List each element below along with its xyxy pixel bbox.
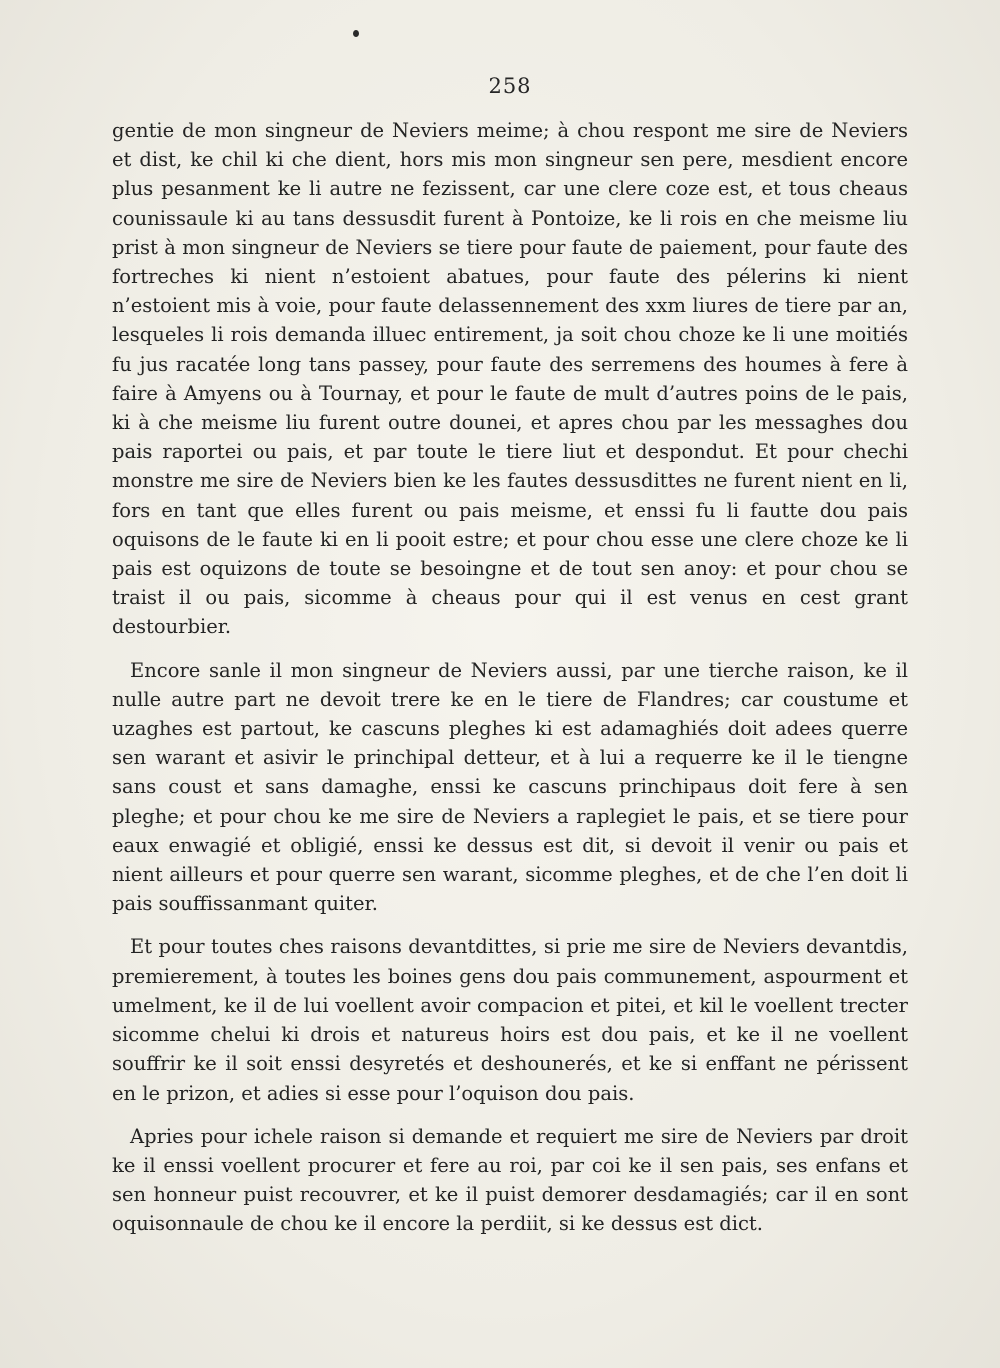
ink-dot (353, 30, 359, 37)
text-body (112, 116, 908, 1253)
paragraph-1: gentie de mon singneur de Neviers meime; à chou respont me sire de Neviers et dist, ke chil ki che dient, hors mis mon singneur sen pere, mesdient encore plus pesanment ke li autre ne fezissent, car une clere coze est, et tous cheaus counissaule ki au tans dessusdit furent à Pontoize, ke li rois en che meisme liu prist à mon singneur de Neviers se tiere pour faute de paiement, pour faute des fortreches ki nient n’estoient abatues, pour faute des pélerins ki nient n’estoient mis à voie, pour faute delassennement des xxm liures de tiere par an, lesqueles li rois demanda illuec entirement, ja soit chou choze ke li une moitiés fu jus racatée long tans passey, pour faute des serremens des houmes à fere à faire à Amyens ou à Tournay, et pour le faute de mult d’autres poins de le pais, ki à che meisme liu furent outre dounei, et apres chou par les messaghes dou pais raportei ou pais, et par toute le tiere liut et despondut. Et pour chechi monstre me sire de Neviers bien ke les fautes dessusdittes ne furent nient en li, fors en tant que elles furent ou pais meisme, et enssi fu li fautte dou pais oquisons de le faute ki en li pooit estre; et pour chou esse une clere choze ke li pais est oquizons de toute se besoingne et de tout sen anoy: et pour chou se traist il ou pais, sicomme à cheaus pour qui il est venus en cest grant destourbier. (112, 119, 908, 639)
paragraph-4: Apries pour ichele raison si demande et requiert me sire de Neviers par droit ke il enssi voellent procurer et fere au roi, par coi ke il sen pais, ses enfans et sen honneur puist recouvrer, et ke il puist demorer desdamagiés; car il en sont oquisonnaule de chou ke il encore la perdiit, si ke dessus est dict. (112, 1124, 908, 1236)
paragraph-2: Encore sanle il mon singneur de Neviers aussi, par une tierche raison, ke il nulle autre part ne devoit trere ke en le tiere de Flandres; car coustume et uzaghes est partout, ke cascuns pleghes ki est adamaghiés doit adees querre sen warant et asivir le princhipal detteur, et à lui a requerre ke il le tiengne sans coust et sans damaghe, enssi ke cascuns princhipaus doit fere à sen pleghe; et pour chou ke me sire de Neviers a raplegiet le pais, et se tiere pour eaux enwagié et obligié, enssi ke dessus est dit, si devoit il venir ou pais et nient ailleurs et pour querre sen warant, sicomme pleghes, et de che l’en doit li pais souffissanmant quiter. (112, 658, 908, 916)
page-number: 258 (488, 74, 532, 98)
paragraph-3: Et pour toutes ches raisons devantdittes, si prie me sire de Neviers devantdis, premierement, à toutes les boines gens dou pais communement, aspourment et umelment, ke il de lui voellent avoir compacion et pitei, et kil le voellent trecter sicomme chelui ki drois et natureus hoirs est dou pais, et ke il ne voellent souffrir ke il soit enssi desyretés et deshounerés, et ke si enffant ne périssent en le prizon, et adies si esse pour l’oquison dou pais. (112, 935, 908, 1105)
